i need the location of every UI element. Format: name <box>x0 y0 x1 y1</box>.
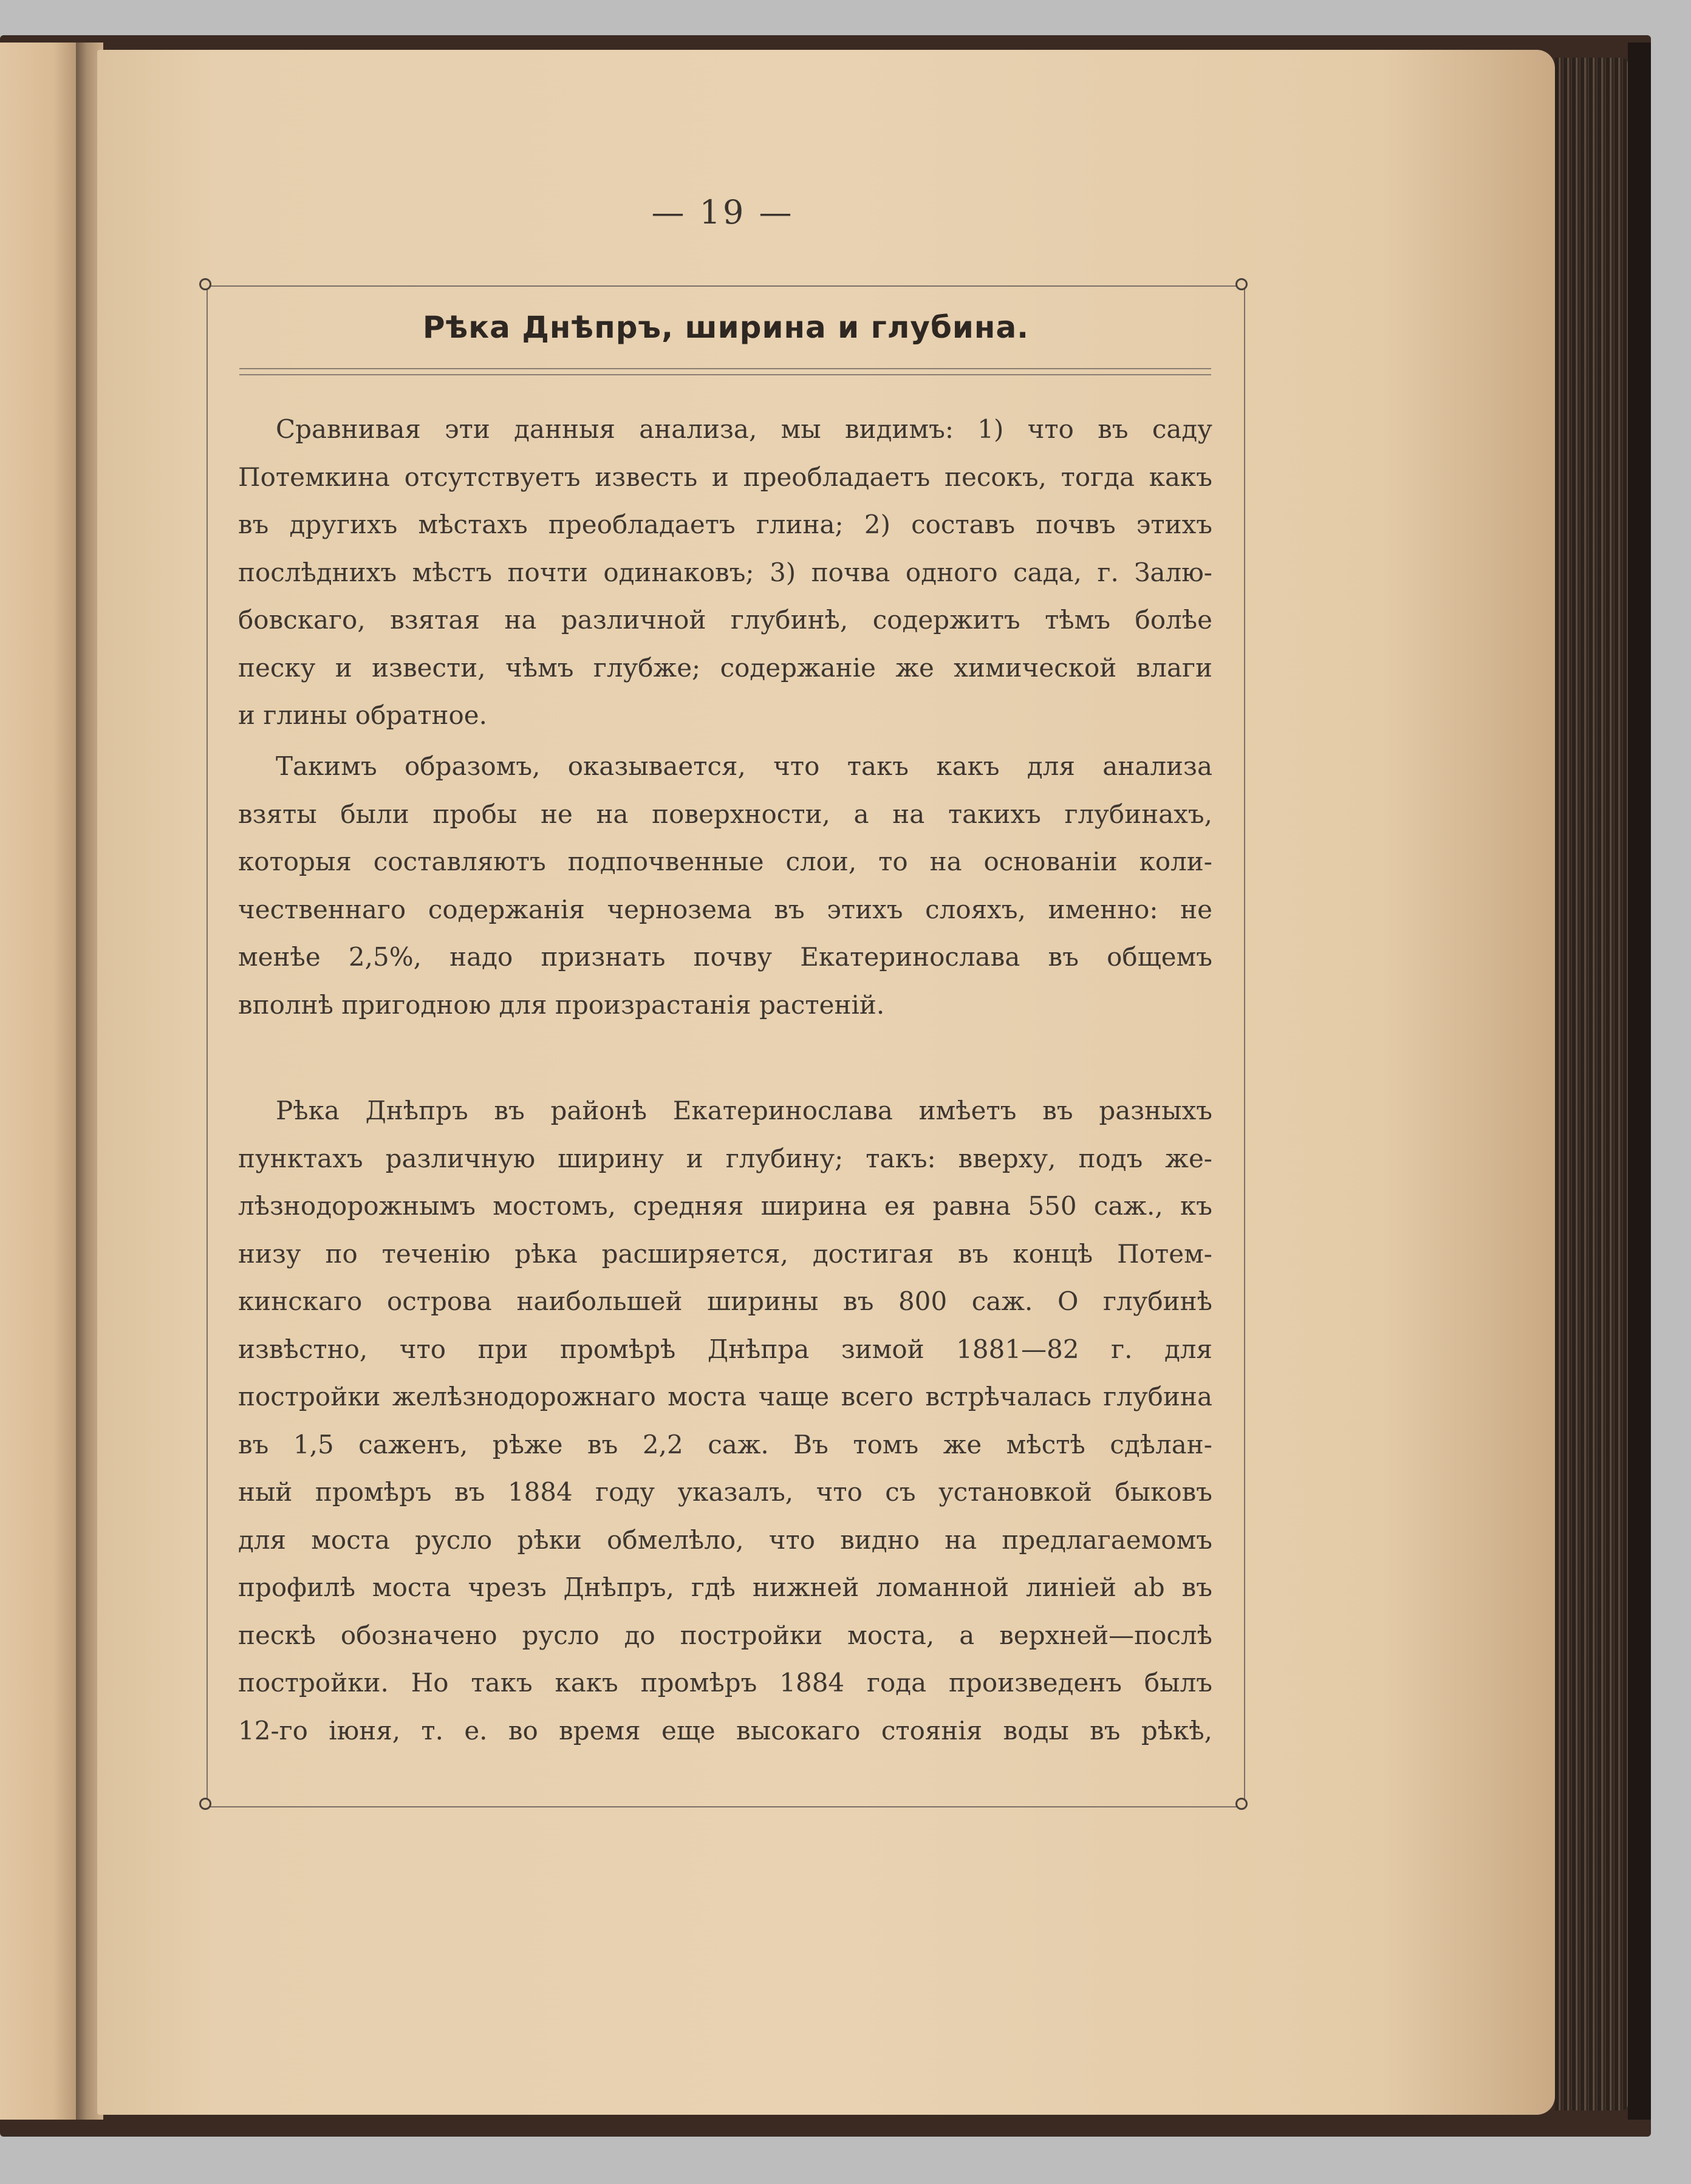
text-line: низу по теченію рѣка расширяется, достигая въ концѣ Потем- <box>238 1238 1212 1269</box>
page-number: — 19 — <box>651 193 794 231</box>
text-line: постройки. Но такъ какъ промѣръ 1884 года произведенъ былъ <box>238 1668 1212 1698</box>
left-page-edge <box>0 43 76 2120</box>
text-line: Рѣка Днѣпръ въ районѣ Екатеринослава имѣетъ въ разныхъ <box>276 1096 1212 1125</box>
text-line: лѣзнодорожнымъ мостомъ, средняя ширина ея равна 550 саж., къ <box>238 1191 1212 1221</box>
book-spine-edge <box>1628 43 1651 2120</box>
heading-rule <box>239 374 1211 375</box>
text-line: 12-го іюня, т. е. во время еще высокаго стоянія воды въ рѣкѣ, <box>238 1715 1212 1745</box>
frame-corner-ornament <box>1235 1798 1248 1810</box>
text-line: кинскаго острова наибольшей ширины въ 800 саж. О глубинѣ <box>238 1286 1212 1316</box>
text-line: чественнаго содержанія чернозема въ этихъ слояхъ, именно: не <box>238 894 1212 924</box>
page-stack-edge <box>1555 58 1628 2111</box>
text-line: для моста русло рѣки обмелѣло, что видно на предлагаемомъ <box>238 1524 1212 1555</box>
text-line: вполнѣ пригодною для произрастанія растеній. <box>238 989 885 1020</box>
text-line: пескѣ обозначено русло до постройки моста, а верхней—послѣ <box>238 1620 1212 1650</box>
paragraph-2 <box>238 743 1212 1029</box>
text-line: менѣе 2,5%, надо признать почву Екатеринослава въ общемъ <box>238 942 1212 972</box>
text-line: въ другихъ мѣстахъ преобладаетъ глина; 2) составъ почвъ этихъ <box>238 510 1212 539</box>
heading-rule <box>239 368 1211 369</box>
text-line: извѣстно, что при промѣрѣ Днѣпра зимой 1881—82 г. для <box>238 1334 1212 1364</box>
text-line: пунктахъ различную ширину и глубину; такъ: вверху, подъ же- <box>238 1143 1212 1173</box>
text-line: Такимъ образомъ, оказывается, что такъ какъ для анализа <box>276 751 1212 781</box>
frame-corner-ornament <box>1235 278 1248 290</box>
text-line: послѣднихъ мѣстъ почти одинаковъ; 3) почва одного сада, г. Залю- <box>238 557 1212 587</box>
text-line: профилѣ моста чрезъ Днѣпръ, гдѣ нижней ломанной линіей ab въ <box>238 1572 1212 1602</box>
text-line: ный промѣръ въ 1884 году указалъ, что съ установкой быковъ <box>238 1477 1212 1507</box>
frame-corner-ornament <box>199 278 211 290</box>
text-line: бовскаго, взятая на различной глубинѣ, содержитъ тѣмъ болѣе <box>238 605 1212 635</box>
text-line: въ 1,5 саженъ, рѣже въ 2,2 саж. Въ томъ же мѣстѣ сдѣлан- <box>238 1429 1212 1459</box>
text-line: и глины обратное. <box>238 700 488 730</box>
paragraph-1 <box>238 406 1212 740</box>
frame-corner-ornament <box>199 1798 211 1810</box>
text-line: постройки желѣзнодорожнаго моста чаще всего встрѣчалась глубина <box>238 1382 1212 1411</box>
text-line: Потемкина отсутствуетъ известь и преобладаетъ песокъ, тогда какъ <box>238 462 1212 492</box>
text-line: Сравнивая эти данныя анализа, мы видимъ: 1) что въ саду <box>276 414 1212 444</box>
text-line: взяты были пробы не на поверхности, а на такихъ глубинахъ, <box>238 799 1212 829</box>
section-heading: Рѣка Днѣпръ, ширина и глубина. <box>422 310 1030 345</box>
paragraph-3 <box>238 1087 1212 1755</box>
text-line: которыя составляютъ подпочвенные слои, то на основаніи коли- <box>238 847 1212 876</box>
text-line: песку и извести, чѣмъ глубже; содержаніе же химической влаги <box>238 652 1212 683</box>
